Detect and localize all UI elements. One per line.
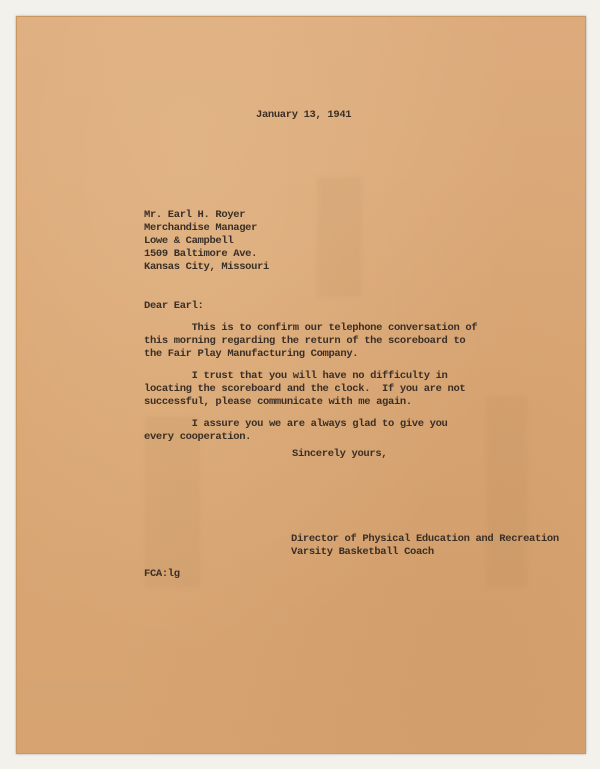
complimentary-closing: Sincerely yours, [292, 448, 388, 460]
recipient-city: Kansas City, Missouri [144, 261, 269, 273]
recipient-title: Merchandise Manager [144, 222, 258, 234]
recipient-name: Mr. Earl H. Royer [144, 209, 246, 221]
letter-page [16, 16, 586, 754]
body-line: locating the scoreboard and the clock. If you are not [144, 383, 466, 395]
show-through-block [487, 397, 527, 587]
signature-title: Varsity Basketball Coach [291, 546, 434, 558]
body-line: successful, please communicate with me again. [144, 396, 412, 408]
salutation: Dear Earl: [144, 300, 204, 312]
body-line: every cooperation. [144, 431, 252, 443]
body-line: the Fair Play Manufacturing Company. [144, 348, 359, 360]
show-through-block [317, 177, 362, 297]
body-line: I assure you we are always glad to give you [144, 418, 448, 430]
reference-initials: FCA:lg [144, 568, 180, 580]
body-line: This is to confirm our telephone conversation of [144, 322, 478, 334]
body-line: I trust that you will have no difficulty in [144, 370, 448, 382]
recipient-company: Lowe & Campbell [144, 235, 234, 247]
signature-title: Director of Physical Education and Recreation [291, 533, 559, 545]
body-line: this morning regarding the return of the scoreboard to [144, 335, 466, 347]
letter-date: January 13, 1941 [256, 109, 352, 121]
recipient-street: 1509 Baltimore Ave. [144, 248, 258, 260]
